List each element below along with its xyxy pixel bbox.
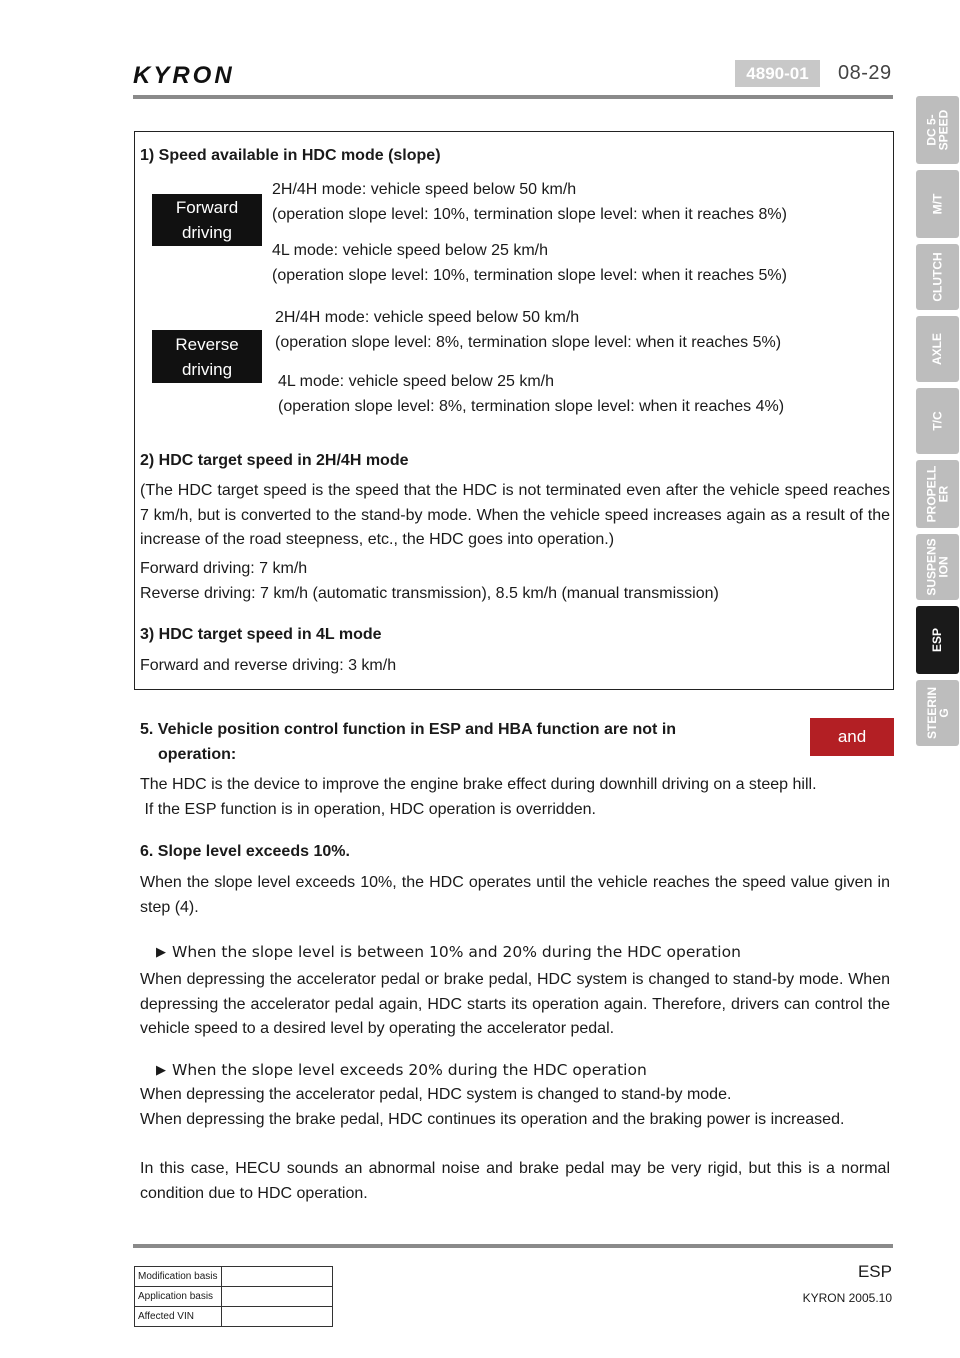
section-1-title: 1) Speed available in HDC mode (slope) [140,147,441,164]
tab-clutch[interactable]: CLUTCH [916,244,959,310]
sub-2-line1: When depressing the accelerator pedal, HDC system is changed to stand-by mode. [140,1086,732,1103]
doc-code-badge: 4890-01 [735,60,820,87]
item-6-title: 6. Slope level exceeds 10%. [140,843,350,860]
item-5-title-line2: operation: [158,746,237,763]
tab-suspension[interactable]: SUSPENS ION [916,534,959,600]
triangle-bullet-icon: ▶ [156,945,166,960]
section-2-reverse: Reverse driving: 7 km/h (automatic transmission), 8.5 km/h (manual transmission) [140,585,719,602]
sub-2-line3: In this case, HECU sounds an abnormal noise and brake pedal may be very rigid, but this is a normal condition due to HDC operation. [140,1160,890,1202]
item-5-title-line1: 5. Vehicle position control function in ESP and HBA function are not in [140,721,677,738]
fwd-4l-line2: (operation slope level: 10%, termination slope level: when it reaches 5%) [272,267,787,284]
section-2-title: 2) HDC target speed in 2H/4H mode [140,452,409,469]
section-2-forward: Forward driving: 7 km/h [140,560,308,577]
triangle-bullet-icon: ▶ [156,1063,166,1078]
tab-propeller[interactable]: PROPELL ER [916,460,959,528]
rev-2h4h-line2: (operation slope level: 8%, termination slope level: when it reaches 5%) [275,334,782,351]
sub-1-body: When depressing the accelerator pedal or brake pedal, HDC system is changed to stand-by mode. When depressing the accelerator pedal again, HDC starts its operation again. Therefore, drivers can control the vehicle speed to a desired level by operating the accelerator pedal. [140,971,890,1037]
footer-section: ESP [857,1262,892,1281]
rev-4l-line2: (operation slope level: 8%, termination slope level: when it reaches 4%) [278,398,785,415]
tab-steering[interactable]: STEERIN G [916,680,959,746]
rev-4l-line1: 4L mode: vehicle speed below 25 km/h [278,373,555,390]
modification-table [134,1266,333,1327]
page-number: 08-29 [838,62,892,84]
footer-model-date: KYRON 2005.10 [802,1291,892,1305]
fwd-4l-line1: 4L mode: vehicle speed below 25 km/h [272,242,549,259]
and-badge: and [810,718,894,756]
sub-1-heading: ▶ When the slope level is between 10% and 20% during the HDC operation [156,940,741,967]
tab-mt[interactable]: M/T [916,170,959,238]
table-row: Affected VIN [135,1307,333,1327]
section-2-paragraph: (The HDC target speed is the speed that the HDC is not terminated even after the vehicle speed reaches 7 km/h, but is converted to the stand-by mode. When the vehicle speed increases again as a result of the increase of the road steepness, etc., the HDC goes into operation.) [140,482,890,548]
footer-rule [133,1244,893,1248]
table-row: Application basis [135,1287,333,1307]
kyron-logo [133,62,283,88]
item-5-body-line2: If the ESP function is in operation, HDC operation is overridden. [140,801,596,818]
section-3-title: 3) HDC target speed in 4L mode [140,626,382,643]
item-6-body: When the slope level exceeds 10%, the HDC operates until the vehicle reaches the speed value given in step (4). [140,874,890,916]
section-3-text: Forward and reverse driving: 3 km/h [140,657,397,674]
fwd-2h4h-line2: (operation slope level: 10%, termination slope level: when it reaches 8%) [272,206,787,223]
tab-esp[interactable]: ESP [916,606,959,674]
rev-2h4h-line1: 2H/4H mode: vehicle speed below 50 km/h [275,309,580,326]
sub-2-line2: When depressing the brake pedal, HDC continues its operation and the braking power is increased. [140,1111,845,1128]
forward-driving-label: Forward driving [152,194,262,246]
fwd-2h4h-line1: 2H/4H mode: vehicle speed below 50 km/h [272,181,577,198]
header-rule [133,95,893,99]
tab-dc5-speed[interactable]: DC 5- SPEED [916,96,959,164]
tab-axle[interactable]: AXLE [916,316,959,382]
table-row: Modification basis [135,1267,333,1287]
svg-text:KYRON: KYRON [133,62,235,88]
item-5-body-line1: The HDC is the device to improve the engine brake effect during downhill driving on a steep hill. [140,776,817,793]
reverse-driving-label: Reverse driving [152,330,262,383]
sub-2-heading: ▶ When the slope level exceeds 20% during the HDC operation [156,1058,647,1085]
tab-tc[interactable]: T/C [916,388,959,454]
